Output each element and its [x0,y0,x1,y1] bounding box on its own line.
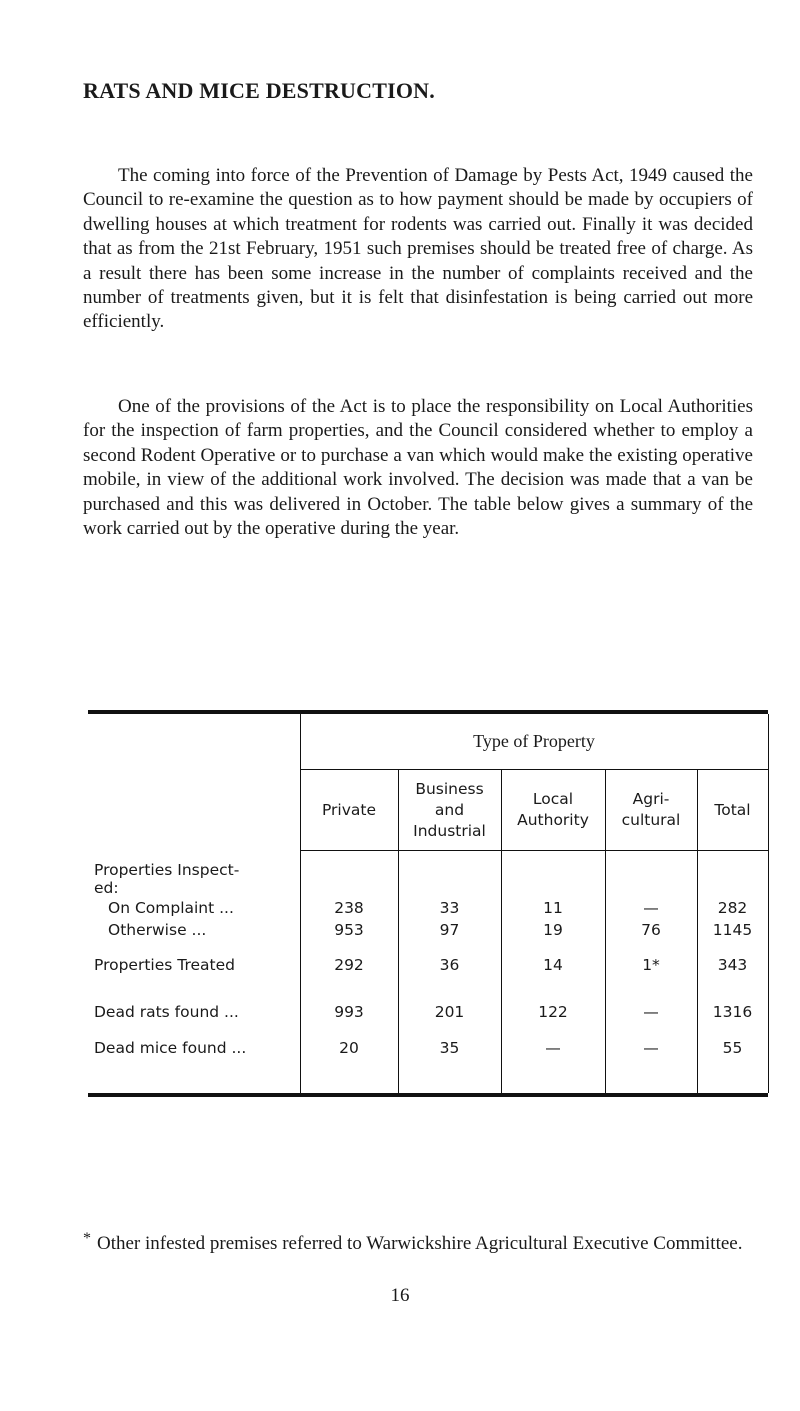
footnote [83,1232,763,1257]
footnote-text: Other infested premises referred to Warwickshire Agricultural Executive Committee. [97,1233,743,1254]
cell: 953 [300,919,398,941]
cell: 76 [605,919,697,941]
cell: — [501,1035,605,1093]
row-label: Properties Treated [88,941,300,989]
cell: 238 [300,897,398,919]
cell: 19 [501,919,605,941]
table-row [88,989,768,1035]
cell: 292 [300,941,398,989]
cell: — [605,897,697,919]
row-label: On Complaint ... [88,897,300,919]
table-row [88,1035,768,1093]
row-label: Dead rats found ... [88,989,300,1035]
group-header: Type of Property [300,714,768,770]
cell: 201 [398,989,501,1035]
col-header-line: cultural [621,811,681,829]
col-header-agricultural [605,770,697,851]
cell: 20 [300,1035,398,1093]
cell: 343 [697,941,768,989]
table-row [88,919,768,941]
paragraph-1: The coming into force of the Prevention of Damage by Pests Act, 1949 caused the Council to re-examine the question as to how payment should be made by occupiers of dwelling houses at which treatment for rodents was carried out. Finally it was decided that as from the 21st February, 1951 such premises should be treated free of charge. As a result there has been some increase in the number of complaints received and the number of treatments given, but it is felt that disinfestation is being carried out more efficiently. [83,165,753,333]
col-header-line: Total [714,800,751,819]
page-number: 16 [390,1285,410,1306]
cell: 55 [697,1035,768,1093]
row-label: Otherwise ... [88,919,300,941]
col-header-line: Agri- [632,790,670,808]
col-header-business [398,770,501,851]
page-title: RATS AND MICE DESTRUCTION. [83,78,435,103]
col-header-line: Industrial [413,821,486,840]
col-header-line: Authority [517,811,589,829]
cell: 35 [398,1035,501,1093]
cell: 122 [501,989,605,1035]
table-corner-lower [88,770,300,851]
cell: 11 [501,897,605,919]
col-header-line: and [434,800,465,819]
row-label: Dead mice found ... [88,1035,300,1093]
cell: 1* [605,941,697,989]
cell: 1316 [697,989,768,1035]
table-corner [88,714,300,770]
cell: 33 [398,897,501,919]
cell: 14 [501,941,605,989]
cell: 1145 [697,919,768,941]
cell: — [605,1035,697,1093]
col-header-line: Local [532,790,574,808]
property-table [88,710,769,1097]
col-header-private [300,770,398,851]
cell: 97 [398,919,501,941]
cell: — [605,989,697,1035]
cell: 993 [300,989,398,1035]
col-header-line: Business [415,779,484,798]
col-header-total [697,770,768,851]
cell: 282 [697,897,768,919]
col-header-local-authority [501,770,605,851]
table-row [88,941,768,989]
table-row [88,897,768,919]
paragraph-2: One of the provisions of the Act is to place the responsibility on Local Authorities for the inspection of farm properties, and the Council considered whether to employ a second Rodent Operative or to purchase a van which would make the existing operative mobile, in view of the additional work involved. The decision was made that a van be purchased and this was delivered in October. The table below gives a summary of the work carried out by the operative during the year. [83,396,753,540]
section-label-cont: ed: [88,879,300,897]
cell: 36 [398,941,501,989]
footnote-star: * [83,1230,91,1247]
col-header-line: Private [321,800,377,819]
section-label: Properties Inspect- [88,851,300,879]
